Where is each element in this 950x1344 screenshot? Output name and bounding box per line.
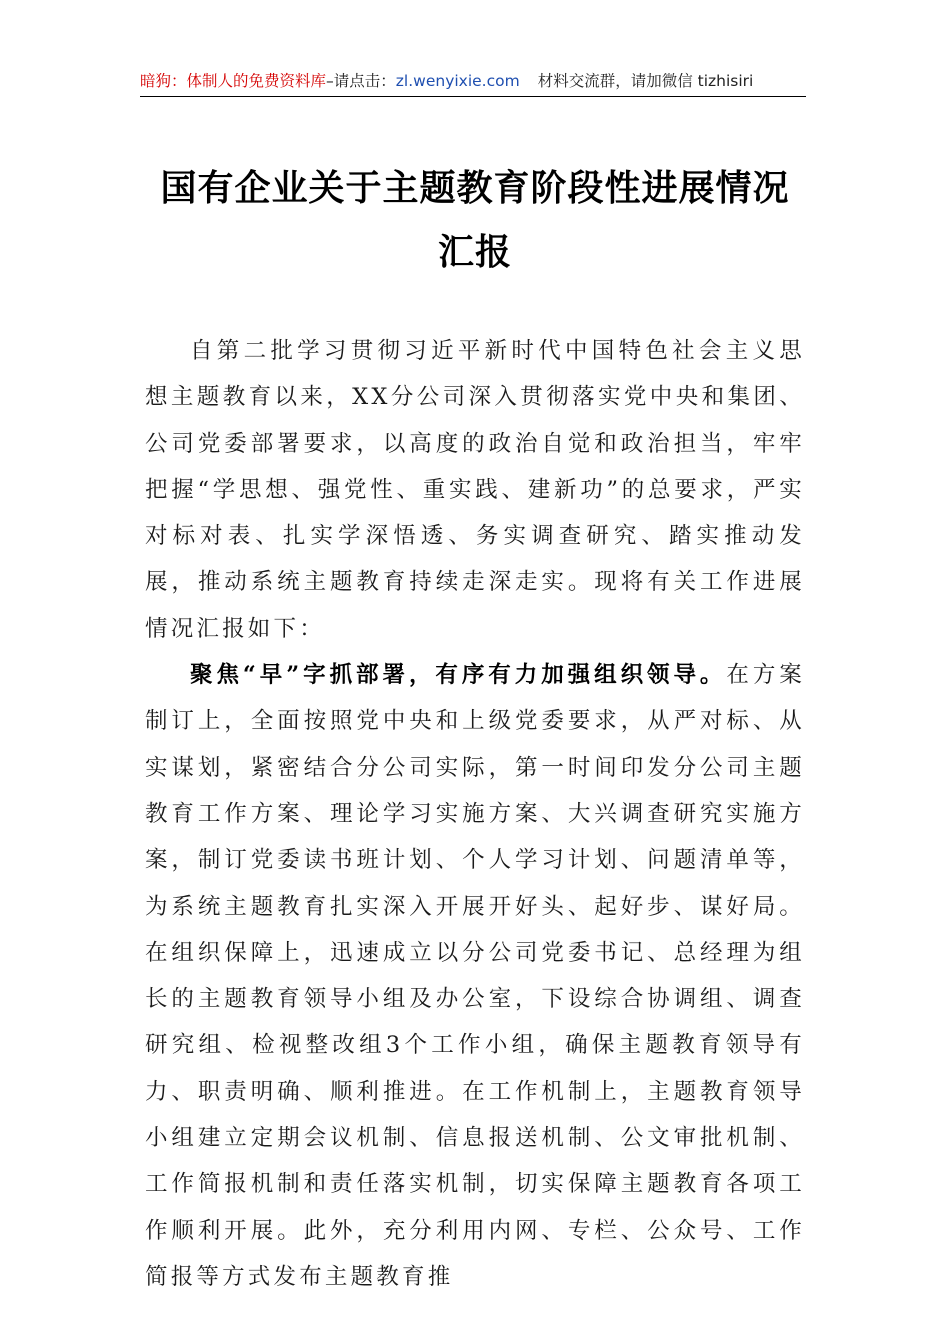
paragraph-organization [145,652,805,1300]
paragraph-intro: 自第二批学习贯彻习近平新时代中国特色社会主义思想主题教育以来，XX分公司深入贯彻落实党中央和集团、公司党委部署要求，以高度的政治自觉和政治担当，牢牢把握“学思想、强党性、重实践、建新功”的总要求，严实对标对表、扎实学深悟透、务实调查研究、踏实推动发展，推动系统主题教育持续走深走实。现将有关工作进展情况汇报如下： [145,338,805,642]
document-title: 国有企业关于主题教育阶段性进展情况汇报 [160,167,790,273]
header-contact: 材料交流群，请加微信 tizhisiri [537,72,754,90]
header-url-link[interactable]: zl.wenyixie.com [395,72,520,90]
paragraph-lead-heading: 聚焦“早”字抓部署，有序有力加强组织领导。 [190,662,727,689]
page-header-banner [140,66,806,97]
paragraph-organization-text: 在方案制订上，全面按照党中央和上级党委要求，从严对标、从实谋划，紧密结合分公司实际，第一时间印发分公司主题教育工作方案、理论学习实施方案、大兴调查研究实施方案，制订党委读书班计划、个人学习计划、问题清单等，为系统主题教育扎实深入开展开好头、起好步、谋好局。在组织保障上，迅速成立以分公司党委书记、总经理为组长的主题教育领导小组及办公室，下设综合协调组、调查研究组、检视整改组3个工作小组，确保主题教育领导有力、职责明确、顺利推进。在工作机制上，主题教育领导小组建立定期会议机制、信息报送机制、公文审批机制、工作简报机制和责任落实机制，切实保障主题教育各项工作顺利开展。此外，充分利用内网、专栏、公众号、工作简报等方式发布主题教育推 [145,662,805,1290]
document-body [145,328,805,1300]
header-site-name: 暗狗：体制人的免费资料库 [140,72,327,90]
header-click-prompt: –请点击： [326,72,396,90]
